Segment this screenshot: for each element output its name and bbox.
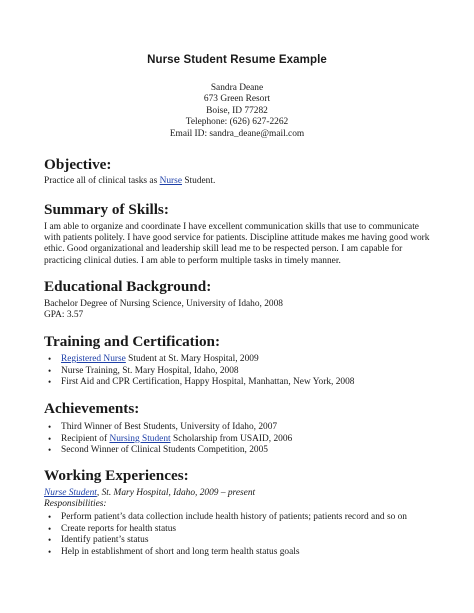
nursing-student-link[interactable]: Nursing Student [109,433,171,444]
list-item [46,422,434,434]
responsibilities-label: Responsibilities: [44,499,107,510]
responsibilities-list [46,512,434,558]
objective-text-end: Student. [181,176,216,186]
list-item-text: Scholarship from USAID, 2006 [170,433,293,444]
nurse-student-link[interactable]: Nurse Student [44,488,97,498]
skills-line: ethic. Good organizational and leadership skill lead me to be respected person. I am capable for [44,244,403,255]
skills-line: practicing clinical duties. I am able to perform multiple tasks in timely manner. [44,255,341,266]
list-item-text: First Aid and CPR Certification, Happy Hospital, Manhattan, New York, 2008 [61,377,355,387]
list-item [46,377,434,389]
experience-role-detail: , St. Mary Hospital, Idaho, 2009 – present [96,488,256,498]
list-item [46,366,434,378]
objective-text-start: Practice all of clinical tasks as [44,176,160,186]
list-item: • Perform patient’s data collection include health history of patients; patients record and so on [46,512,434,524]
skills-section [44,201,434,267]
objective-section [44,156,434,187]
education-heading: Educational Background: [44,278,212,295]
experience-heading: Working Experiences: [44,467,189,484]
contact-name: Sandra Deane [210,83,264,93]
education-section [44,278,434,321]
education-gpa: GPA: 3.57 [44,310,84,321]
skills-line: I am able to organize and coordinate I have excellent communication skills that use to communicate [44,222,419,232]
skills-line: with patients politely. I have good service for patients. Discipline attitude makes me having good work [44,233,430,244]
list-item: • Create reports for health status [46,524,434,536]
achievements-list [46,422,434,457]
training-section [44,333,434,389]
list-item [46,434,434,446]
list-item: • Help in establishment of short and long term health status goals [46,547,434,559]
achievements-section [44,400,434,457]
contact-block [0,83,474,140]
contact-city: Boise, ID 77282 [206,105,268,116]
contact-telephone: Telephone: (626) 627-2262 [185,117,289,128]
experience-role [44,488,434,499]
objective-text [44,176,434,187]
education-degree: Bachelor Degree of Nursing Science, University of Idaho, 2008 [44,299,283,309]
experience-section [44,467,434,558]
list-item [46,445,434,457]
list-item-text: Student at St. Mary Hospital, 2009 [125,354,259,364]
skills-paragraph [44,222,434,267]
contact-address: 673 Green Resort [203,94,271,105]
registered-nurse-link[interactable]: Registered Nurse [61,354,126,364]
document-title: Nurse Student Resume Example [147,54,327,66]
contact-email: Email ID: sandra_deane@mail.com [169,128,305,139]
nurse-link[interactable]: Nurse [159,176,182,186]
list-item [46,354,434,366]
list-item: • Identify patient’s status [46,535,434,547]
list-item-text: Second Winner of Clinical Students Competition, 2005 [61,445,268,455]
objective-heading: Objective: [44,156,112,173]
list-item-text: Nurse Training, St. Mary Hospital, Idaho, 2008 [61,365,239,376]
achievements-heading: Achievements: [44,400,140,417]
training-list [46,354,434,389]
list-item-text: Recipient of [61,433,110,444]
training-heading: Training and Certification: [44,333,221,350]
list-item-text: Third Winner of Best Students, University of Idaho, 2007 [61,422,278,432]
skills-heading: Summary of Skills: [44,201,169,218]
